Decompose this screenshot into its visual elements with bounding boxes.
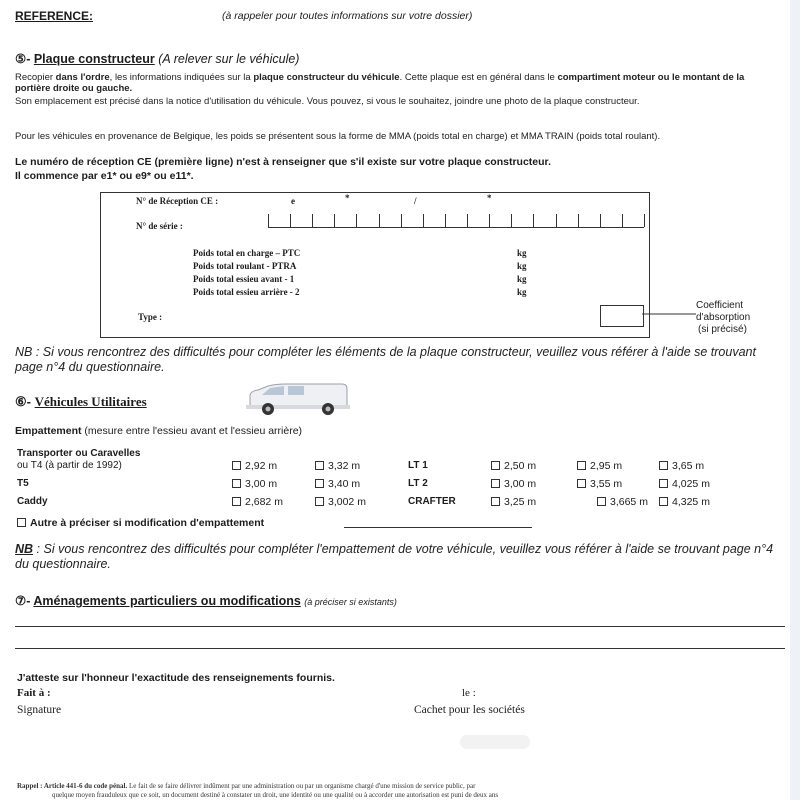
wheelbase-option[interactable]: [491, 478, 536, 491]
section5-subtitle: (A relever sur le véhicule): [158, 52, 300, 66]
section7-line-2[interactable]: [15, 648, 785, 649]
weight-unit: kg: [517, 248, 527, 258]
reception-star-2: *: [487, 193, 492, 203]
wheelbase-option[interactable]: [232, 478, 277, 491]
coefficient-line3: (si précisé): [698, 324, 747, 335]
wheelbase-checkbox[interactable]: [659, 497, 668, 506]
wheelbase-checkbox[interactable]: [315, 497, 324, 506]
section7-note: (à préciser si existants): [304, 597, 397, 607]
wheelbase-value: 2,682 m: [245, 496, 283, 508]
weight-label: Poids total en charge – PTC: [193, 248, 301, 258]
wheelbase-option[interactable]: [491, 496, 536, 509]
wheelbase-checkbox[interactable]: [232, 479, 241, 488]
vehicle-label: Caddy: [17, 496, 48, 507]
vehicle-sublabel: ou T4 (à partir de 1992): [17, 460, 122, 471]
section5-number: ⑤-: [15, 52, 34, 66]
wheelbase-checkbox[interactable]: [315, 461, 324, 470]
serial-cell-divider: [600, 214, 601, 227]
weight-unit: kg: [517, 274, 527, 284]
wheelbase-option[interactable]: [597, 496, 648, 509]
serial-cell-divider: [290, 214, 291, 227]
wheelbase-option[interactable]: [577, 478, 622, 491]
coefficient-line1: Coefficient: [696, 300, 744, 311]
wheelbase-value: 3,25 m: [504, 496, 537, 508]
wheelbase-option[interactable]: [577, 460, 622, 473]
serial-cell-divider: [533, 214, 534, 227]
wheelbase-value: 3,55 m: [590, 478, 623, 490]
wheelbase-value: 3,32 m: [328, 460, 361, 472]
date-label: le :: [462, 687, 476, 699]
empattement-line: Empattement (mesure entre l'essieu avant et l'essieu arrière): [15, 425, 303, 437]
faded-stamp: [460, 735, 530, 749]
reception-slash: /: [414, 196, 417, 206]
serial-cell-divider: [511, 214, 512, 227]
wheelbase-option[interactable]: [659, 496, 710, 509]
weight-label: Poids total essieu arrière - 2: [193, 287, 300, 297]
section5-paragraph2: Son emplacement est précisé dans la notice d'utilisation du véhicule. Vous pouvez, si vous le souhaitez, joindre une photo de la plaque constructeur.: [15, 96, 640, 107]
serial-cell-divider: [312, 214, 313, 227]
serial-cell-divider: [334, 214, 335, 227]
coefficient-line2: d'absorption: [696, 312, 751, 323]
van-icon: [246, 383, 350, 417]
wheelbase-checkbox[interactable]: [577, 479, 586, 488]
section7-heading: [15, 594, 397, 609]
wheelbase-checkbox[interactable]: [232, 497, 241, 506]
serial-cell-divider: [445, 214, 446, 227]
wheelbase-value: 4,025 m: [672, 478, 710, 490]
section5-heading: [15, 52, 299, 67]
wheelbase-value: 2,95 m: [590, 460, 623, 472]
wheelbase-checkbox[interactable]: [315, 479, 324, 488]
section5-paragraph1: Recopier dans l'ordre, les informations indiquées sur la plaque constructeur du véhicule. Cette plaque est en général dans le compartiment moteur ou le montant de la portière droite ou gauche.: [15, 72, 745, 95]
serial-input[interactable]: [268, 214, 644, 228]
wheelbase-value: 3,65 m: [672, 460, 705, 472]
serial-cell-divider: [423, 214, 424, 227]
autre-input-line[interactable]: [344, 527, 532, 528]
weight-unit: kg: [517, 287, 527, 297]
model-label: LT 2: [408, 478, 428, 489]
serial-cell-divider: [578, 214, 579, 227]
vehicle-label: Transporter ou Caravelles: [17, 448, 141, 459]
serial-cell-divider: [489, 214, 490, 227]
reception-e: e: [291, 196, 295, 206]
serial-cell-divider: [356, 214, 357, 227]
serial-cell-divider: [379, 214, 380, 227]
wheelbase-value: 3,665 m: [610, 496, 648, 508]
wheelbase-option[interactable]: [232, 496, 283, 509]
model-label: CRAFTER: [408, 496, 456, 507]
section6-nb: NB : Si vous rencontrez des difficultés pour compléter l'empattement de votre véhicule, veuillez vous référer à l'aide se trouvant page n°4 du questionnaire.: [15, 542, 774, 571]
wheelbase-value: 3,40 m: [328, 478, 361, 490]
vehicle-label: T5: [17, 478, 29, 489]
section5-bold-line2: Il commence par e1* ou e9* ou e11*.: [15, 170, 194, 182]
weight-unit: kg: [517, 261, 527, 271]
wheelbase-option[interactable]: [315, 478, 360, 491]
section7-title: Aménagements particuliers ou modifications: [33, 594, 301, 608]
coefficient-box[interactable]: [600, 305, 644, 327]
wheelbase-option[interactable]: [659, 460, 704, 473]
section6-title: Véhicules Utilitaires: [34, 394, 147, 409]
serial-cell-divider: [401, 214, 402, 227]
section7-line-1[interactable]: [15, 626, 785, 627]
wheelbase-option[interactable]: [232, 460, 277, 473]
cachet-label: Cachet pour les sociétés: [414, 704, 525, 716]
wheelbase-value: 3,002 m: [328, 496, 366, 508]
signature-label: Signature: [17, 704, 62, 716]
serial-cell-divider: [467, 214, 468, 227]
wheelbase-option[interactable]: [491, 460, 536, 473]
weight-label: Poids total essieu avant - 1: [193, 274, 295, 284]
arrow-icon: [642, 310, 698, 318]
reception-star-1: *: [345, 193, 350, 203]
wheelbase-value: 3,00 m: [245, 478, 278, 490]
wheelbase-checkbox[interactable]: [232, 461, 241, 470]
wheelbase-value: 4,325 m: [672, 496, 710, 508]
serial-label: N° de série :: [136, 221, 183, 231]
serial-cell-divider: [556, 214, 557, 227]
reference-label: REFERENCE:: [15, 9, 94, 23]
wheelbase-checkbox[interactable]: [491, 479, 500, 488]
wheelbase-option[interactable]: [315, 496, 366, 509]
autre-checkbox[interactable]: [17, 518, 26, 527]
wheelbase-option[interactable]: [315, 460, 360, 473]
reference-note: (à rappeler pour toutes informations sur votre dossier): [222, 10, 473, 22]
wheelbase-value: 3,00 m: [504, 478, 537, 490]
section5-paragraph3: Pour les véhicules en provenance de Belgique, les poids se présentent sous la forme de MMA (poids total en charge) et MMA TRAIN (poids total roulant).: [15, 131, 661, 142]
section6-number: ⑥-: [15, 394, 35, 409]
type-label: Type :: [138, 312, 163, 322]
reception-label: N° de Réception CE :: [136, 196, 219, 206]
serial-cell-divider: [268, 214, 269, 227]
reception-input[interactable]: [268, 208, 644, 209]
wheelbase-option[interactable]: [659, 478, 710, 491]
autre-label: Autre à préciser si modification d'empattement: [30, 517, 265, 529]
model-label: LT 1: [408, 460, 428, 471]
section7-number: ⑦-: [15, 594, 34, 608]
legal-line-1: Rappel : Article 441-6 du code pénal. Le fait de se faire délivrer indûment par une administration ou par un organisme chargé d'une mission de service public, par: [17, 782, 476, 790]
wheelbase-checkbox[interactable]: [597, 497, 606, 506]
wheelbase-checkbox[interactable]: [491, 461, 500, 470]
section5-nb: NB : Si vous rencontrez des difficultés pour compléter les éléments de la plaque constructeur, veuillez vous référer à l'aide se trouvant page n°4 du questionnaire.: [15, 345, 756, 374]
wheelbase-checkbox[interactable]: [659, 461, 668, 470]
weight-label: Poids total roulant - PTRA: [193, 261, 297, 271]
legal-line-2: quelque moyen frauduleux que ce soit, un document destiné à constater un droit, une identité ou une qualité ou à accorder une autorisation est puni de deux ans: [52, 791, 499, 799]
serial-baseline: [268, 227, 644, 228]
autre-option[interactable]: [17, 517, 264, 530]
section5-bold-line1: Le numéro de réception CE (première ligne) n'est à renseigner que s'il existe sur votre plaque constructeur.: [15, 156, 551, 168]
fait-label: Fait à :: [17, 687, 51, 699]
wheelbase-checkbox[interactable]: [577, 461, 586, 470]
section6-heading: [15, 394, 147, 410]
serial-cell-divider: [644, 214, 645, 227]
wheelbase-checkbox[interactable]: [659, 479, 668, 488]
wheelbase-value: 2,92 m: [245, 460, 278, 472]
attestation-text: J'atteste sur l'honneur l'exactitude des renseignements fournis.: [17, 672, 335, 684]
serial-cell-divider: [622, 214, 623, 227]
wheelbase-checkbox[interactable]: [491, 497, 500, 506]
section5-title: Plaque constructeur: [33, 52, 155, 66]
wheelbase-value: 2,50 m: [504, 460, 537, 472]
